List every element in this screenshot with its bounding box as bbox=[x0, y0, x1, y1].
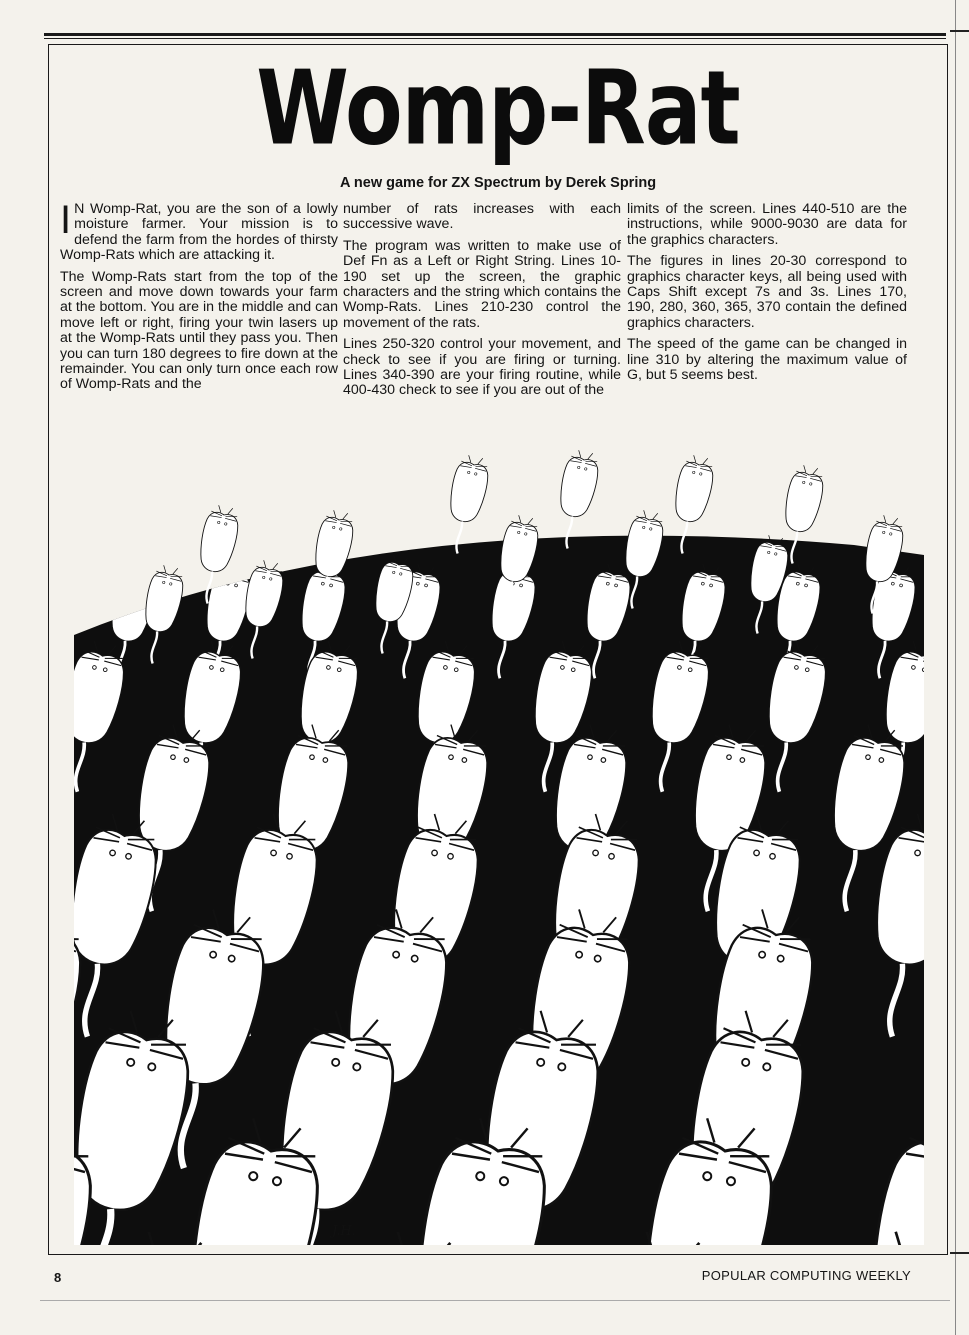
edge-mark bbox=[950, 30, 969, 32]
article-subtitle: A new game for ZX Spectrum by Derek Spring bbox=[339, 175, 657, 191]
rat-figure bbox=[439, 453, 492, 556]
text-column-3 bbox=[627, 202, 907, 389]
article-title: Womp-Rat bbox=[256, 48, 740, 169]
text-column-2 bbox=[343, 202, 621, 405]
rat-figure bbox=[549, 448, 602, 551]
top-rule bbox=[44, 33, 946, 36]
magazine-name: POPULAR COMPUTING WEEKLY bbox=[701, 1268, 911, 1283]
womp-rat-illustration bbox=[74, 445, 924, 1245]
drop-cap: I bbox=[60, 198, 72, 242]
top-rule-thin bbox=[44, 38, 946, 39]
paragraph: Lines 250-320 control your movement, and check to see if you are firing or turning. Lines 340-390 are your firing routine, while 400-430 check to see if you are out of the bbox=[343, 336, 621, 399]
paragraph: limits of the screen. Lines 440-510 are the instructions, while 9000-9030 are data for the graphics characters. bbox=[627, 201, 907, 248]
text-column-1 bbox=[60, 198, 338, 399]
page-number: 8 bbox=[54, 1270, 62, 1285]
artist-signature: J.H. bbox=[332, 1224, 356, 1239]
bottom-rule bbox=[40, 1300, 950, 1301]
paragraph: The figures in lines 20-30 correspond to graphics character keys, all being used with Caps Shift except 7s and 3s. Lines 170, 190, 280, 360, 365, 370 contain the defined graphics characters. bbox=[627, 253, 907, 331]
paragraph: The Womp-Rats start from the top of the screen and move down towards your farm at the bottom. You are in the middle and can move left or right, firing your twin lasers up at the Womp-Rats until they pass you. Then you can turn 180 degrees to fire down at the remainder. You can only turn once each row of Womp-Rats and the bbox=[60, 268, 338, 393]
paragraph: The program was written to make use of Def Fn as a Left or Right String. Lines 10-190 set up the screen, the graphic characters and the string which contains the Womp-Rats. Lines 210-230 control the movement of the rats. bbox=[343, 237, 621, 331]
paragraph: The speed of the game can be changed in line 310 by altering the maximum value of G, but 5 seems best. bbox=[627, 336, 907, 384]
page-edge bbox=[955, 0, 956, 1335]
paragraph: number of rats increases with each successive wave. bbox=[343, 201, 621, 233]
paragraph: I N Womp-Rat, you are the son of a lowly moisture farmer. Your mission is to defend the farm from the hordes of thirsty Womp-Rats which are attacking it. bbox=[60, 198, 338, 264]
article-frame bbox=[48, 44, 948, 1255]
edge-mark bbox=[950, 1252, 969, 1254]
